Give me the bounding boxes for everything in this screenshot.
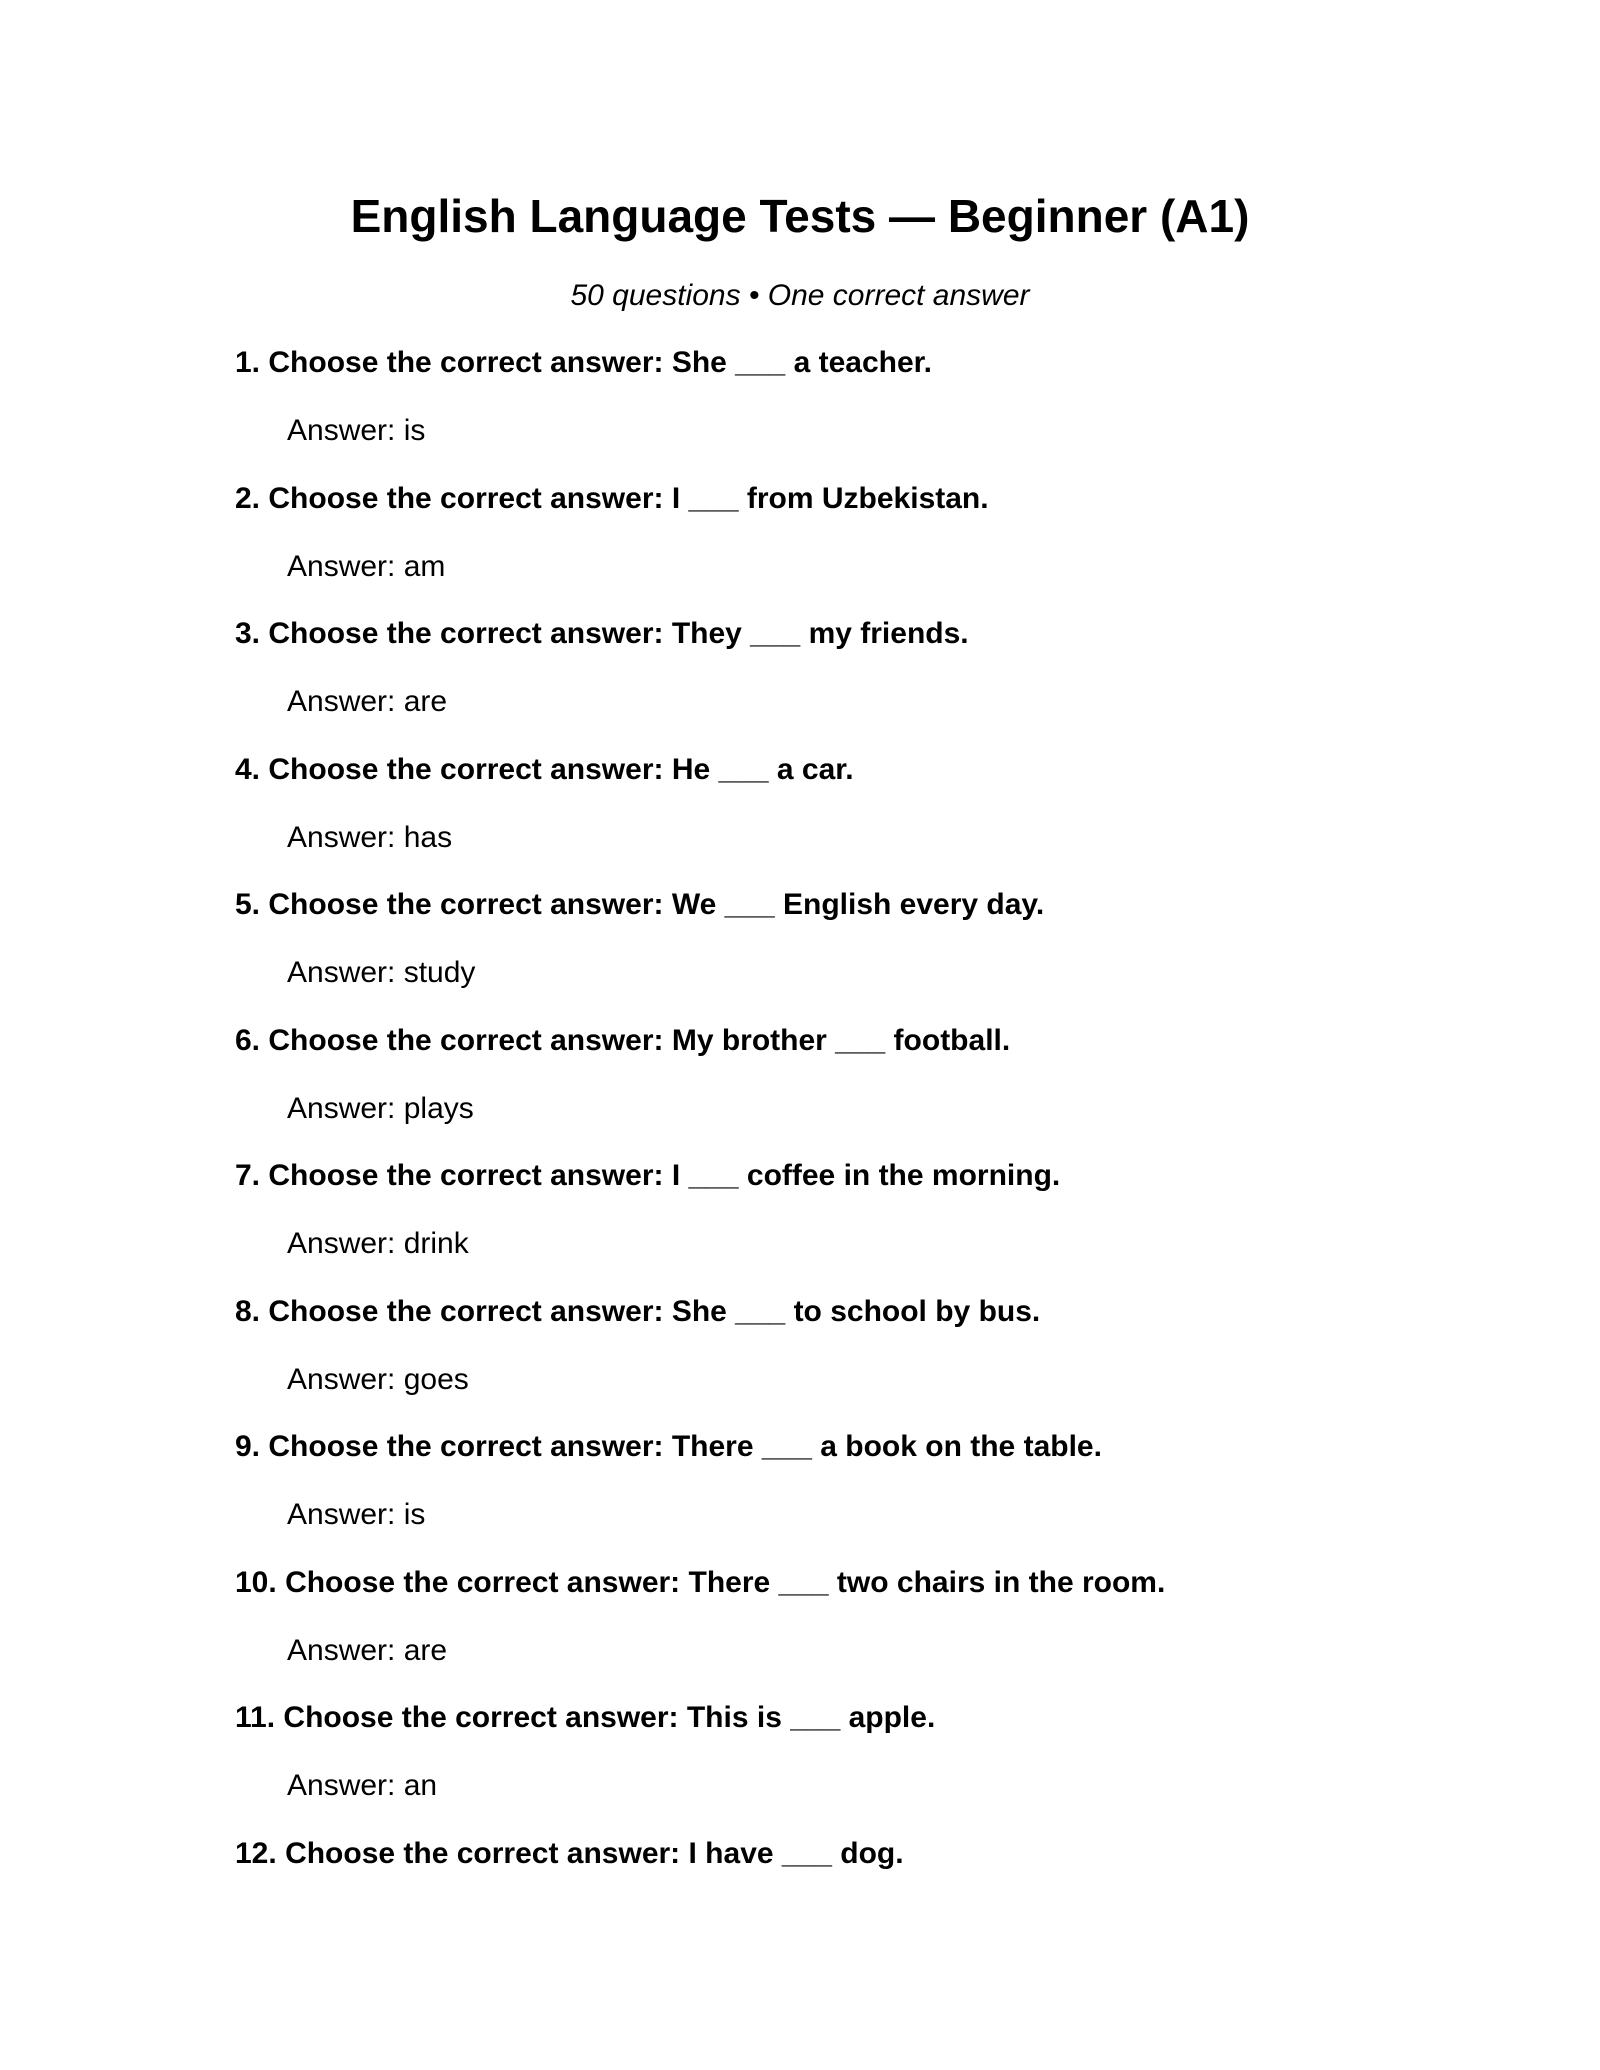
question-number: 3.	[235, 617, 261, 650]
question-text	[235, 1563, 1165, 1603]
question-item	[235, 1156, 1435, 1292]
answer-line	[287, 1224, 469, 1264]
question-number: 5.	[235, 888, 261, 921]
answer-line	[287, 1631, 447, 1671]
answer-line	[287, 682, 447, 722]
question-item	[235, 1292, 1435, 1428]
question-number: 11.	[235, 1701, 276, 1734]
question-number: 2.	[235, 481, 261, 515]
question-text	[235, 1427, 1102, 1467]
question-list	[235, 343, 1435, 1969]
question-item	[235, 479, 1435, 615]
answer-value: are	[403, 1633, 448, 1667]
question-text	[235, 1156, 1060, 1196]
answer-line	[287, 953, 475, 993]
question-number: 4.	[235, 752, 261, 786]
question-number: 7.	[235, 1159, 261, 1192]
answer-line	[287, 547, 445, 587]
answer-line	[287, 1495, 425, 1535]
question-number: 6.	[235, 1023, 261, 1057]
question-prompt: Choose the correct answer: She ___ to school by bus.	[268, 1294, 1041, 1328]
question-number: 9.	[235, 1430, 261, 1463]
question-item	[235, 1698, 1435, 1834]
question-prompt: Choose the correct answer: She ___ a teacher.	[268, 346, 932, 379]
question-prompt: Choose the correct answer: This is ___ apple.	[283, 1701, 936, 1734]
answer-prefix: Answer:	[287, 1769, 404, 1802]
answer-value: am	[403, 549, 446, 583]
answer-value: plays	[403, 1091, 474, 1125]
answer-prefix: Answer:	[287, 1227, 404, 1260]
question-item	[235, 1427, 1435, 1563]
question-prompt: Choose the correct answer: I have ___ dog.	[285, 1836, 904, 1870]
answer-prefix: Answer:	[287, 956, 404, 989]
question-item	[235, 750, 1435, 886]
question-item	[235, 343, 1435, 479]
question-prompt: Choose the correct answer: He ___ a car.	[268, 752, 854, 786]
question-item	[235, 1021, 1435, 1157]
answer-prefix: Answer:	[287, 1362, 404, 1396]
answer-prefix: Answer:	[287, 685, 404, 718]
question-item	[235, 614, 1435, 750]
answer-prefix: Answer:	[287, 1498, 404, 1531]
question-text	[235, 1834, 904, 1874]
question-prompt: Choose the correct answer: There ___ two chairs in the room.	[285, 1565, 1166, 1599]
question-prompt: Choose the correct answer: They ___ my friends.	[268, 617, 969, 650]
question-text	[235, 750, 854, 790]
answer-prefix: Answer:	[287, 820, 404, 854]
document-subtitle: 50 questions • One correct answer	[570, 279, 1030, 312]
answer-line	[287, 1089, 474, 1129]
question-prompt: Choose the correct answer: I ___ coffee in the morning.	[268, 1159, 1061, 1192]
question-text	[235, 614, 969, 654]
question-text	[235, 1021, 1010, 1061]
answer-line	[287, 1360, 469, 1400]
question-prompt: Choose the correct answer: We ___ English every day.	[268, 888, 1045, 921]
question-number: 8.	[235, 1294, 261, 1328]
answer-value: is	[403, 414, 426, 447]
answer-value: are	[403, 685, 448, 718]
question-item	[235, 1563, 1435, 1699]
question-number: 1.	[235, 346, 261, 379]
answer-value: an	[403, 1769, 438, 1802]
question-item	[235, 885, 1435, 1021]
question-text	[235, 1698, 935, 1738]
question-text	[235, 885, 1044, 925]
answer-prefix: Answer:	[287, 1091, 404, 1125]
question-prompt: Choose the correct answer: I ___ from Uzbekistan.	[268, 481, 989, 515]
answer-prefix: Answer:	[287, 414, 404, 447]
question-text	[235, 343, 932, 383]
answer-value: goes	[403, 1362, 469, 1396]
answer-prefix: Answer:	[287, 549, 404, 583]
answer-value: has	[403, 820, 453, 854]
answer-value: study	[403, 956, 476, 989]
answer-value: is	[403, 1498, 426, 1531]
document-title: English Language Tests — Beginner (A1)	[350, 190, 1250, 242]
question-prompt: Choose the correct answer: My brother ___ football.	[268, 1023, 1011, 1057]
question-text	[235, 479, 989, 519]
answer-prefix: Answer:	[287, 1633, 404, 1667]
answer-line	[287, 411, 425, 451]
question-item	[235, 1834, 1435, 1970]
question-number: 12.	[235, 1836, 277, 1870]
answer-line	[287, 818, 452, 858]
answer-value: drink	[403, 1227, 469, 1260]
question-text	[235, 1292, 1040, 1332]
question-number: 10.	[235, 1565, 277, 1599]
question-prompt: Choose the correct answer: There ___ a book on the table.	[268, 1430, 1102, 1463]
answer-line	[287, 1766, 437, 1806]
